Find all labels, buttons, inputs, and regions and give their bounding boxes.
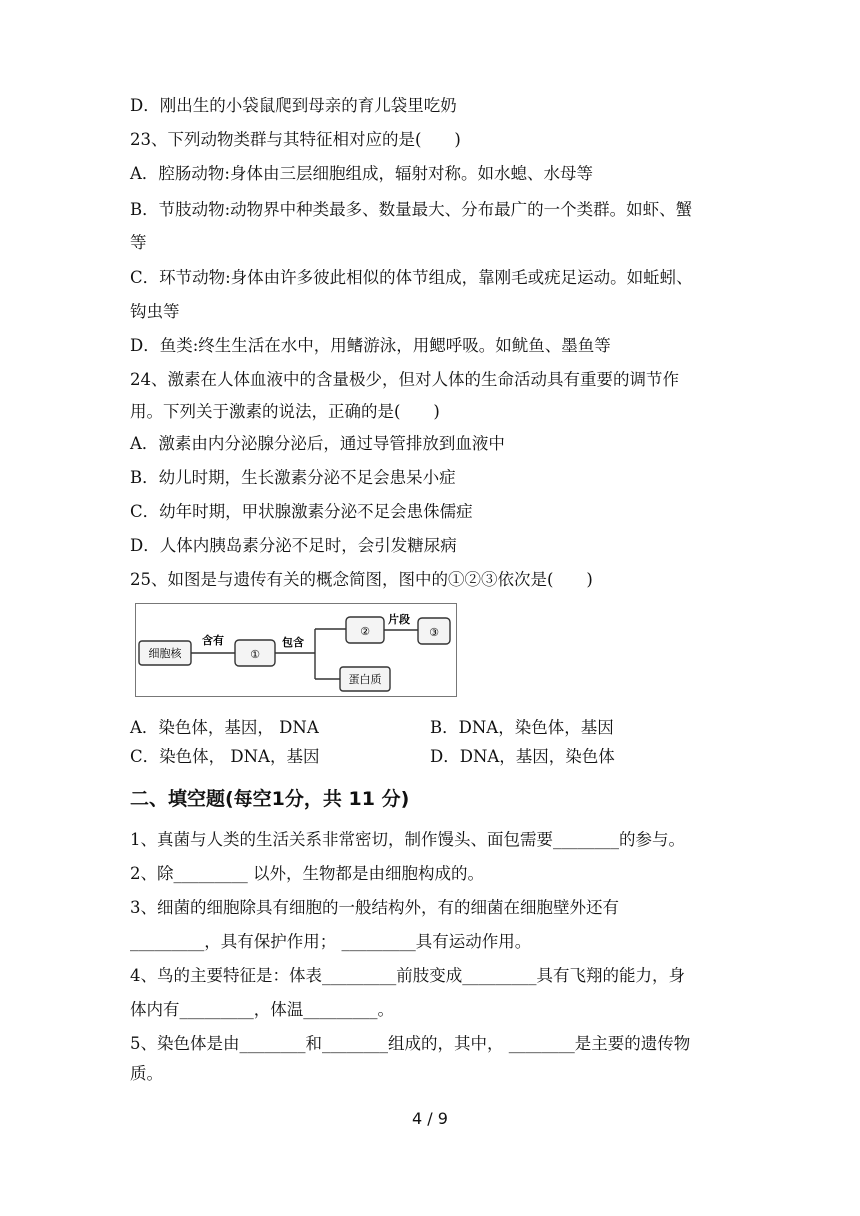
q23-stem: 23、下列动物类群与其特征相对应的是( ) <box>130 130 461 149</box>
q24-option-a: A．激素由内分泌腺分泌后，通过导管排放到血液中 <box>130 434 505 453</box>
protein-label: 蛋白质 <box>348 673 382 686</box>
contains-label: 含有 <box>202 634 224 647</box>
segment-label: 片段 <box>388 613 410 626</box>
q22-option-d: D．刚出生的小袋鼠爬到母亲的育儿袋里吃奶 <box>130 96 457 115</box>
q25-stem: 25、如图是与遗传有关的概念简图，图中的①②③依次是( ) <box>130 570 593 589</box>
fill-4: 4、鸟的主要特征是：体表_________前肢变成_________具有飞翔的能力，身 <box>130 966 685 985</box>
q23-option-c: C．环节动物:身体由许多彼此相似的体节组成，靠刚毛或疣足运动。如蚯蚓、 <box>130 268 693 287</box>
fill-4-cont: 体内有_________，体温_________。 <box>130 1000 394 1019</box>
node-1-label: ① <box>250 648 260 661</box>
q23-option-b-cont: 等 <box>130 233 147 252</box>
fill-3-cont: _________，具有保护作用； _________具有运动作用。 <box>130 932 532 951</box>
include-label: 包含 <box>282 636 304 649</box>
q23-option-d: D．鱼类:终生生活在水中，用鳍游泳，用鳃呼吸。如鱿鱼、墨鱼等 <box>130 336 611 355</box>
q24-option-b: B．幼儿时期，生长激素分泌不足会患呆小症 <box>130 468 456 487</box>
page-number: 4 / 9 <box>412 1109 448 1128</box>
node-2-label: ② <box>360 625 370 638</box>
q24-option-c: C．幼年时期，甲状腺激素分泌不足会患侏儒症 <box>130 502 473 521</box>
q25-option-d: D．DNA，基因，染色体 <box>430 747 615 766</box>
q25-option-c: C．染色体， DNA，基因 <box>130 747 320 766</box>
fill-1: 1、真菌与人类的生活关系非常密切，制作馒头、面包需要________的参与。 <box>130 830 685 849</box>
fill-5: 5、染色体是由________和________组成的，其中， ________是主要的遗传物 <box>130 1034 691 1053</box>
fill-3: 3、细菌的细胞除具有细胞的一般结构外，有的细菌在细胞壁外还有 <box>130 898 619 917</box>
fill-2: 2、除_________ 以外，生物都是由细胞构成的。 <box>130 864 484 883</box>
q24-stem: 24、激素在人体血液中的含量极少，但对人体的生命活动具有重要的调节作 <box>130 370 679 389</box>
fill-5-cont: 质。 <box>130 1064 163 1083</box>
nucleus-label: 细胞核 <box>148 647 182 660</box>
q23-option-b: B．节肢动物:动物界中种类最多、数量最大、分布最广的一个类群。如虾、蟹 <box>130 200 693 219</box>
q24-stem-cont: 用。下列关于激素的说法，正确的是( ) <box>130 402 440 421</box>
q24-option-d: D．人体内胰岛素分泌不足时，会引发糖尿病 <box>130 536 457 555</box>
q25-option-b: B．DNA，染色体，基因 <box>430 718 614 737</box>
q23-option-a: A．腔肠动物:身体由三层细胞组成，辐射对称。如水螅、水母等 <box>130 164 593 183</box>
q23-option-c-cont: 钩虫等 <box>130 302 180 321</box>
concept-diagram <box>135 603 457 697</box>
q25-option-a: A．染色体，基因， DNA <box>130 718 319 737</box>
node-3-label: ③ <box>429 626 439 639</box>
section-2-title: 二、填空题(每空1分，共 11 分) <box>130 788 410 810</box>
